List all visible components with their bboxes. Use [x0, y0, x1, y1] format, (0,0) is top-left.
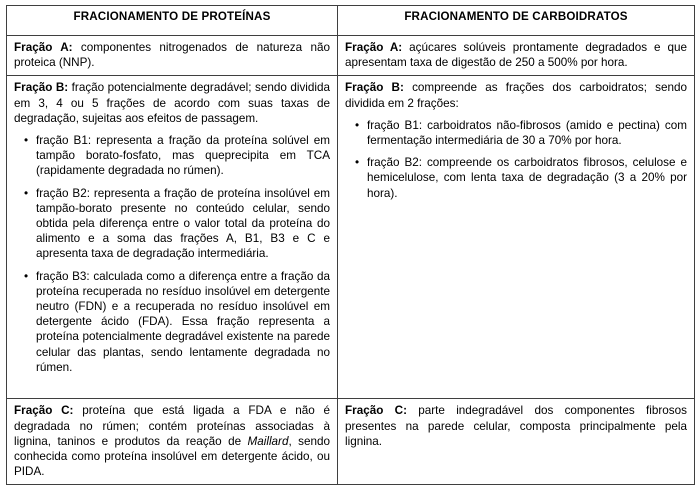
paragraph-carbohydrate-fracao-b	[345, 80, 687, 110]
paragraph-carbohydrate-fracao-a	[345, 40, 687, 70]
text-fracao-b-carbohydrate: compreende as frações dos carboidratos; sendo dividida em 2 frações:	[345, 81, 687, 110]
sublist-carbohydrate-fracao-b	[345, 118, 687, 201]
label-fracao-a-carbohydrate: Fração A:	[345, 41, 403, 54]
list-item	[14, 269, 330, 375]
list-item	[14, 133, 330, 179]
list-item-text: fração B1: carboidratos não-fibrosos (amido e pectina) com fermentação intermediária de 30 a 70% por hora.	[367, 118, 687, 148]
cell-protein-fracao-b	[7, 76, 338, 399]
cell-protein-fracao-c	[7, 399, 338, 485]
list-item-text: fração B3: calculada como a diferença entre a fração da proteína recuperada no resíduo insolúvel em detergente neutro (FDN) e a recuperada no resíduo insolúvel em detergente ácido (FDA). Essa fração representa a proteína potencialmente degradável existente na parede celular das plantas, sendo lentamente degradada no rúmen.	[36, 269, 330, 374]
paragraph-protein-fracao-a	[14, 40, 330, 70]
list-item-text: fração B2: compreende os carboidratos fibrosos, celulose e hemicelulose, com lenta taxa de degradação (3 a 20% por hora).	[367, 156, 687, 200]
list-item	[345, 155, 687, 201]
text-fracao-c-protein-before: proteína que está ligada a FDA e não é degradada no rúmen; contém proteínas associadas à lignina, taninos e produtos da reação de	[14, 404, 330, 448]
text-fracao-c-protein-after: , sendo conhecida como proteína insolúvel em detergente ácido, ou PIDA.	[14, 434, 330, 479]
label-fracao-a-protein: Fração A:	[14, 41, 73, 54]
sublist-protein-fracao-b	[14, 133, 330, 375]
bullet-icon: •	[24, 134, 29, 148]
cell-carbohydrate-fracao-c	[338, 399, 695, 485]
paragraph-protein-fracao-b	[14, 80, 330, 126]
label-fracao-c-carbohydrate: Fração C:	[345, 404, 407, 418]
table-row-fracao-a	[7, 36, 695, 76]
paragraph-carbohydrate-fracao-c	[345, 403, 687, 449]
fractionation-table	[6, 5, 695, 485]
text-fracao-b-protein: fração potencialmente degradável; sendo dividida em 3, 4 ou 5 frações de acordo com suas taxas de degradação, sujeitas aos efeitos de passagem.	[14, 81, 330, 125]
text-fracao-c-carbohydrate: parte indegradável dos componentes fibrosos presentes na parede celular, composta principalmente pela lignina.	[345, 404, 687, 448]
list-item-text: fração B1: representa a fração da proteína solúvel em tampão borato-fosfato, mas queprecipita em TCA (rapidamente degradada no rúmen).	[36, 134, 330, 178]
table-header-row	[7, 6, 695, 36]
bullet-icon: •	[24, 269, 29, 283]
table-row-fracao-c	[7, 399, 695, 485]
text-fracao-c-protein-italic-term: Maillard	[247, 434, 289, 448]
cell-protein-fracao-a	[7, 36, 338, 76]
list-item	[345, 118, 687, 148]
bullet-icon: •	[24, 186, 29, 200]
label-fracao-b-protein: Fração B:	[14, 81, 69, 95]
label-fracao-c-protein: Fração C:	[14, 404, 74, 418]
header-protein-fractionation	[7, 6, 338, 36]
paragraph-protein-fracao-c	[14, 403, 330, 479]
bullet-icon: •	[355, 118, 360, 132]
list-item	[14, 186, 330, 262]
text-fracao-a-protein: componentes nitrogenados de natureza não proteica (NNP).	[14, 41, 330, 70]
cell-carbohydrate-fracao-a	[338, 36, 695, 76]
text-fracao-a-carbohydrate: açúcares solúveis prontamente degradados e que apresentam taxa de digestão de 250 a 500% por hora.	[345, 41, 687, 70]
cell-carbohydrate-fracao-b	[338, 76, 695, 399]
header-carbohydrate-fractionation	[338, 6, 695, 36]
header-carbohydrate-label: FRACIONAMENTO DE CARBOIDRATOS	[404, 10, 628, 23]
list-item-text: fração B2: representa a fração de proteína insolúvel em tampão-borato presente no conteúdo celular, sendo obtida pela diferença entre o valor total da proteína do alimento e a soma das frações A, B1, B3 e C e apresenta taxa de degradação intermediária.	[36, 186, 330, 261]
table-row-fracao-b	[7, 76, 695, 399]
header-protein-label: FRACIONAMENTO DE PROTEÍNAS	[73, 10, 271, 23]
bullet-icon: •	[355, 156, 360, 170]
label-fracao-b-carbohydrate: Fração B:	[345, 81, 404, 95]
